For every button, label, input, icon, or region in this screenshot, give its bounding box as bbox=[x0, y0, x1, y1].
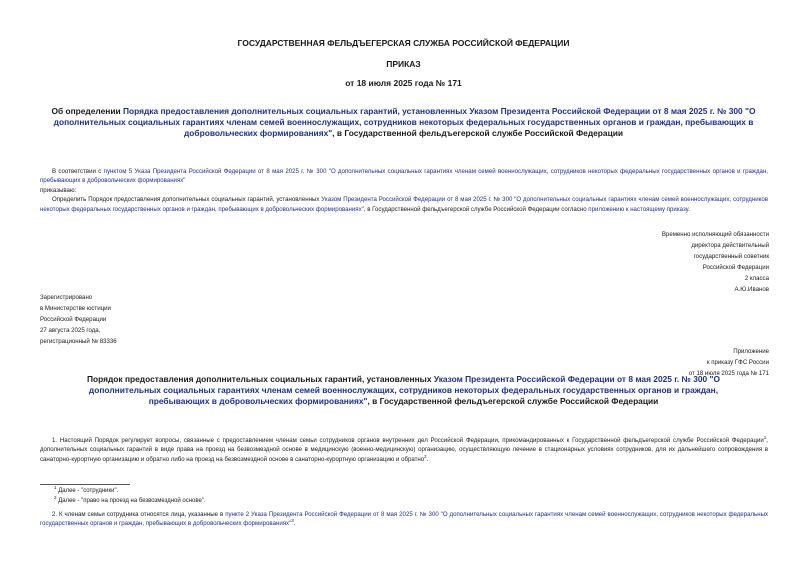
footnote bbox=[54, 497, 206, 506]
footnote-text: Далее - "сотрудники". bbox=[58, 488, 119, 494]
order-title-suffix: , в Государственной фельдъегерской службе Российской Федерации bbox=[332, 128, 624, 138]
decree-point2-link[interactable]: пункте 2 Указа Президента Российской Федерации от 8 мая 2025 г. № 300 "О дополнительных социальных гарантиях членам семей военнослужащих, сотрудников некоторых федеральных государственных органов и граждан, пребывающих в добровольческих формированиях" bbox=[40, 511, 769, 528]
clause-1-mid: , дополнительных социальных гарантий в виде права на проезд на безвозмездной основе в медицинскую (военно-медицинскую) организацию, осуществляющую лечение в стационарных условиях сотрудников, для их дальнейшего сопровождения в санаторно-курортную организацию и обратно либо на проезд на безвозмездной основе в санаторно-курортную организацию и обратно bbox=[40, 437, 768, 463]
registration-line: регистрационный № 83336 bbox=[40, 338, 117, 345]
signature-name: А.Ю.Иванов bbox=[734, 286, 769, 293]
clause-2 bbox=[40, 510, 768, 529]
order-verb: приказываю: bbox=[40, 186, 77, 194]
signature-line: государственный советник bbox=[693, 253, 769, 260]
signature-line: 2 класса bbox=[744, 275, 769, 282]
determine-text: Определить Порядок предоставления дополнительных социальных гарантий, установленных bbox=[52, 196, 322, 204]
registration-line: Российской Федерации bbox=[40, 316, 107, 323]
agency-name: ГОСУДАРСТВЕННАЯ ФЕЛЬДЪЕГЕРСКАЯ СЛУЖБА РОССИЙСКОЙ ФЕДЕРАЦИИ bbox=[237, 38, 570, 48]
signature-line: Временно исполняющий обязанности bbox=[661, 231, 769, 238]
preamble-basis-text: В соответствии с bbox=[52, 168, 104, 175]
registration-line: Зарегистрировано bbox=[40, 294, 93, 301]
determine-end: . bbox=[688, 205, 690, 213]
registration-line: в Министерстве юстиции bbox=[40, 305, 111, 312]
registration-line: 27 августа 2025 года, bbox=[40, 327, 101, 334]
footnote bbox=[54, 487, 118, 496]
appendix-line: к приказу ГФС России bbox=[706, 359, 769, 366]
procedure-title bbox=[58, 374, 749, 407]
footnote-text: Далее - "право на проезд на безвозмездной основе". bbox=[58, 498, 206, 504]
order-title-prefix: Об определении bbox=[51, 106, 123, 116]
clause-1-end: . bbox=[426, 455, 429, 463]
footnote-mark: 2 bbox=[54, 495, 57, 500]
preamble-determine bbox=[40, 195, 768, 214]
procedure-title-link[interactable]: Указом Президента Российской Федерации от 8 мая 2025 г. № 300 "О дополнительных социальных гарантиях членам семей военнослужащих, сотрудников некоторых федеральных государственных органов и граждан, пребывающих в добровольческих формированиях" bbox=[88, 374, 721, 406]
procedure-title-suffix: , в Государственной фельдъегерской службе Российской Федерации bbox=[367, 396, 659, 406]
preamble-basis bbox=[40, 167, 768, 186]
clause-2-start: 2. К членам семьи сотрудника относятся лица, указанные в bbox=[52, 511, 226, 518]
signature-line: директора действительный bbox=[691, 242, 769, 249]
order-title-link[interactable]: Порядка предоставления дополнительных социальных гарантий, установленных Указом Президента Российской Федерации от 8 мая 2025 г. № 300 "О дополнительных социальных гарантиях членам семей военнослужащих, сотрудников некоторых федеральных государственных органов и граждан, пребывающих в добровольческих формированиях" bbox=[53, 106, 756, 138]
signature-block bbox=[662, 229, 769, 295]
appendix-line: от 18 июля 2025 года № 171 bbox=[688, 370, 769, 377]
registration-block bbox=[40, 292, 117, 347]
clause-1-start: 1. Настоящий Порядок регулирует вопросы, связанные с предоставлением членам семьи сотрудников органов внутренних дел Российской Федерации, прикомандированных к Государственной фельдъегерской службе Российской Федерации bbox=[52, 437, 764, 444]
preamble bbox=[40, 167, 768, 214]
decree-point5-link[interactable]: пунктом 5 Указа Президента Российской Федерации от 8 мая 2025 г. № 300 "О дополнительных социальных гарантиях членам семей военнослужащих, сотрудников некоторых федеральных государственных органов и граждан, пребывающих в добровольческих формированиях" bbox=[40, 168, 768, 185]
signature-line: Российской Федерации bbox=[702, 264, 769, 271]
procedure-title-prefix: Порядок предоставления дополнительных социальных гарантий, установленных bbox=[86, 374, 434, 384]
appendix-link[interactable]: приложению к настоящему приказу bbox=[588, 205, 689, 213]
footnote-ref[interactable]: 1 bbox=[763, 434, 767, 440]
clause-2-text bbox=[40, 510, 768, 529]
doc-date-number: от 18 июля 2025 года № 171 bbox=[345, 78, 462, 88]
footnote-mark: 1 bbox=[54, 485, 57, 490]
clause-2-end: . bbox=[293, 520, 296, 528]
clause-1 bbox=[40, 436, 768, 464]
appendix-line: Приложение bbox=[733, 348, 769, 355]
determine-mid: , в Государственной фельдъегерской службе Российской Федерации согласно bbox=[363, 205, 589, 213]
footnote-ref[interactable]: 2 bbox=[424, 453, 427, 459]
clause-1-text bbox=[40, 436, 768, 464]
decree-link[interactable]: Указом Президента Российской Федерации от 8 мая 2025 г. № 300 "О дополнительных социальных гарантиях членам семей военнослужащих, сотрудников некоторых федеральных государственных органов и граждан, пребывающих в добровольческих формированиях" bbox=[40, 196, 768, 213]
footnote-ref[interactable]: 3 bbox=[291, 518, 294, 524]
doc-type: ПРИКАЗ bbox=[386, 59, 421, 69]
order-title bbox=[40, 106, 767, 139]
